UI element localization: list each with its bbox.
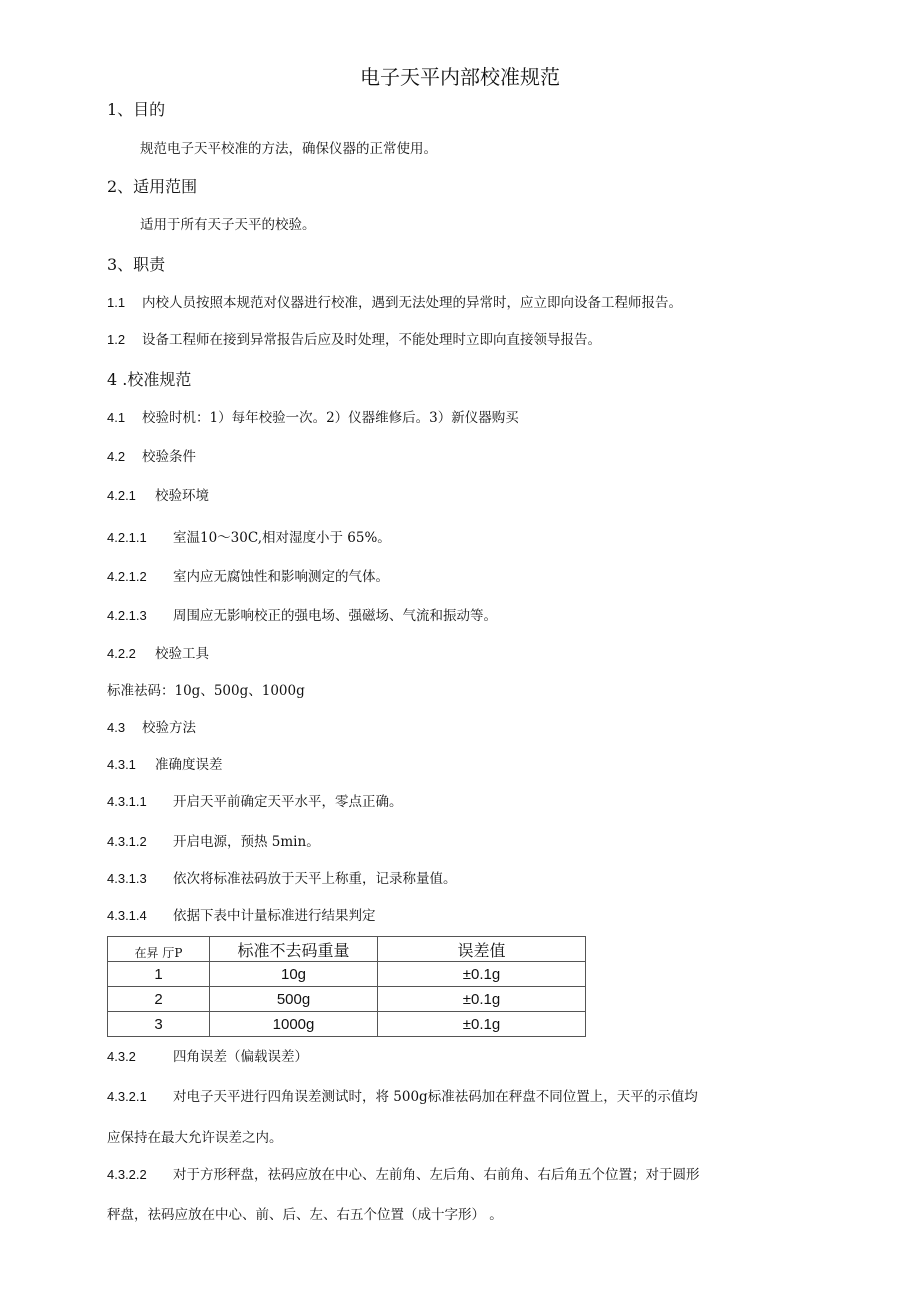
section-4-heading: 4 .校准规范 bbox=[107, 370, 192, 389]
item-text: 内校人员按照本规范对仪器进行校准，遇到无法处理的异常时，应立即向设备工程师报告。 bbox=[142, 295, 682, 311]
table-cell: ±0.1g bbox=[378, 1012, 586, 1037]
section-2-heading: 2、适用范围 bbox=[107, 177, 198, 196]
clause-number: 4.2.1 bbox=[107, 488, 136, 503]
section-3-item bbox=[107, 331, 601, 349]
clause-4-3-2-2 bbox=[107, 1166, 700, 1184]
clause-text: 校验环境 bbox=[155, 488, 209, 504]
clause-4-2-1-2 bbox=[107, 568, 389, 586]
clause-4-3-2-1 bbox=[107, 1088, 698, 1106]
clause-4-2-1-1 bbox=[107, 529, 391, 547]
clause-4-3-1 bbox=[107, 756, 223, 774]
clause-4-3-2-2-continued: 秤盘，祛码应放在中心、前、后、左、右五个位置（成十字形） 。 bbox=[107, 1207, 503, 1223]
table-cell: ±0.1g bbox=[378, 962, 586, 987]
clause-4-3 bbox=[107, 719, 196, 737]
table-cell: 2 bbox=[108, 987, 210, 1012]
clause-number: 4.3.1.1 bbox=[107, 794, 147, 809]
clause-text: 校验时机：1）每年校验一次。2）仪器维修后。3）新仪器购买 bbox=[142, 410, 519, 426]
clause-4-2-2 bbox=[107, 645, 209, 663]
table-row bbox=[108, 987, 586, 1012]
clause-number: 4.3.1.2 bbox=[107, 834, 147, 849]
clause-4-2-1-3 bbox=[107, 607, 497, 625]
section-3-heading: 3、职责 bbox=[107, 255, 166, 274]
section-2-body: 适用于所有天子天平的校验。 bbox=[140, 217, 316, 233]
page-title: 电子天平内部校准规范 bbox=[360, 65, 560, 89]
header-cell: 标准不去码重量 bbox=[210, 937, 378, 962]
clause-number: 4.3.1.4 bbox=[107, 908, 147, 923]
clause-text: 校验工具 bbox=[155, 646, 209, 662]
clause-number: 4.3.2.1 bbox=[107, 1089, 147, 1104]
clause-number: 4.3 bbox=[107, 720, 126, 735]
item-number: 1.2 bbox=[107, 332, 126, 347]
item-text: 设备工程师在接到异常报告后应及时处理，不能处理时立即向直接领导报告。 bbox=[142, 332, 601, 348]
table-cell: ±0.1g bbox=[378, 987, 586, 1012]
clause-text: 依据下表中计量标准进行结果判定 bbox=[173, 908, 376, 924]
clause-number: 4.3.1.3 bbox=[107, 871, 147, 886]
clause-number: 4.2.2 bbox=[107, 646, 136, 661]
clause-4-3-1-4 bbox=[107, 907, 376, 925]
section-3-item bbox=[107, 294, 682, 312]
clause-text: 室温10〜30C,相对湿度小于 65%。 bbox=[173, 530, 391, 546]
tools-line: 标准祛码：10g、500g、1000g bbox=[107, 683, 305, 699]
clause-4-3-2 bbox=[107, 1048, 308, 1066]
clause-number: 4.3.2.2 bbox=[107, 1167, 147, 1182]
clause-number: 4.2.1.1 bbox=[107, 530, 147, 545]
clause-number: 4.3.1 bbox=[107, 757, 136, 772]
clause-text: 周围应无影响校正的强电场、强磁场、气流和振动等。 bbox=[173, 608, 497, 624]
header-cell: 在昇 厅P bbox=[108, 937, 210, 962]
clause-4-2-1 bbox=[107, 487, 209, 505]
section-1-body: 规范电子天平校准的方法，确保仪器的正常使用。 bbox=[140, 141, 437, 157]
clause-text: 对于方形秤盘，祛码应放在中心、左前角、左后角、右前角、右后角五个位置；对于圆形 bbox=[173, 1167, 700, 1183]
clause-text: 校验条件 bbox=[142, 449, 196, 465]
table-row bbox=[108, 1012, 586, 1037]
clause-4-2 bbox=[107, 448, 196, 466]
clause-text: 室内应无腐蚀性和影响测定的气体。 bbox=[173, 569, 389, 585]
clause-text: 准确度误差 bbox=[155, 757, 223, 773]
table-cell: 1 bbox=[108, 962, 210, 987]
header-cell: 误差值 bbox=[378, 937, 586, 962]
section-1-heading: 1、目的 bbox=[107, 100, 166, 119]
clause-text: 开启天平前确定天平水平，零点正确。 bbox=[173, 794, 403, 810]
table-cell: 3 bbox=[108, 1012, 210, 1037]
table-cell: 500g bbox=[210, 987, 378, 1012]
clause-text: 开启电源，预热 5min。 bbox=[173, 834, 320, 850]
clause-number: 4.3.2 bbox=[107, 1049, 136, 1064]
criteria-table bbox=[107, 936, 586, 1037]
clause-text: 依次将标准祛码放于天平上称重，记录称量值。 bbox=[173, 871, 457, 887]
clause-4-1 bbox=[107, 409, 519, 427]
table-header-row bbox=[108, 937, 586, 962]
clause-number: 4.2.1.3 bbox=[107, 608, 147, 623]
clause-number: 4.2.1.2 bbox=[107, 569, 147, 584]
table-cell: 10g bbox=[210, 962, 378, 987]
clause-4-3-2-1-continued: 应保持在最大允许误差之内。 bbox=[107, 1130, 283, 1146]
table-cell: 1000g bbox=[210, 1012, 378, 1037]
clause-4-3-1-1 bbox=[107, 793, 403, 811]
clause-text: 校验方法 bbox=[142, 720, 196, 736]
item-number: 1.1 bbox=[107, 295, 126, 310]
clause-4-3-1-2 bbox=[107, 833, 320, 851]
table-row bbox=[108, 962, 586, 987]
clause-4-3-1-3 bbox=[107, 870, 457, 888]
clause-text: 对电子天平进行四角误差测试时，将 500g标准祛码加在秤盘不同位置上，天平的示值均 bbox=[173, 1089, 698, 1105]
clause-number: 4.1 bbox=[107, 410, 126, 425]
clause-number: 4.2 bbox=[107, 449, 126, 464]
clause-text: 四角误差（偏载误差） bbox=[173, 1049, 308, 1065]
